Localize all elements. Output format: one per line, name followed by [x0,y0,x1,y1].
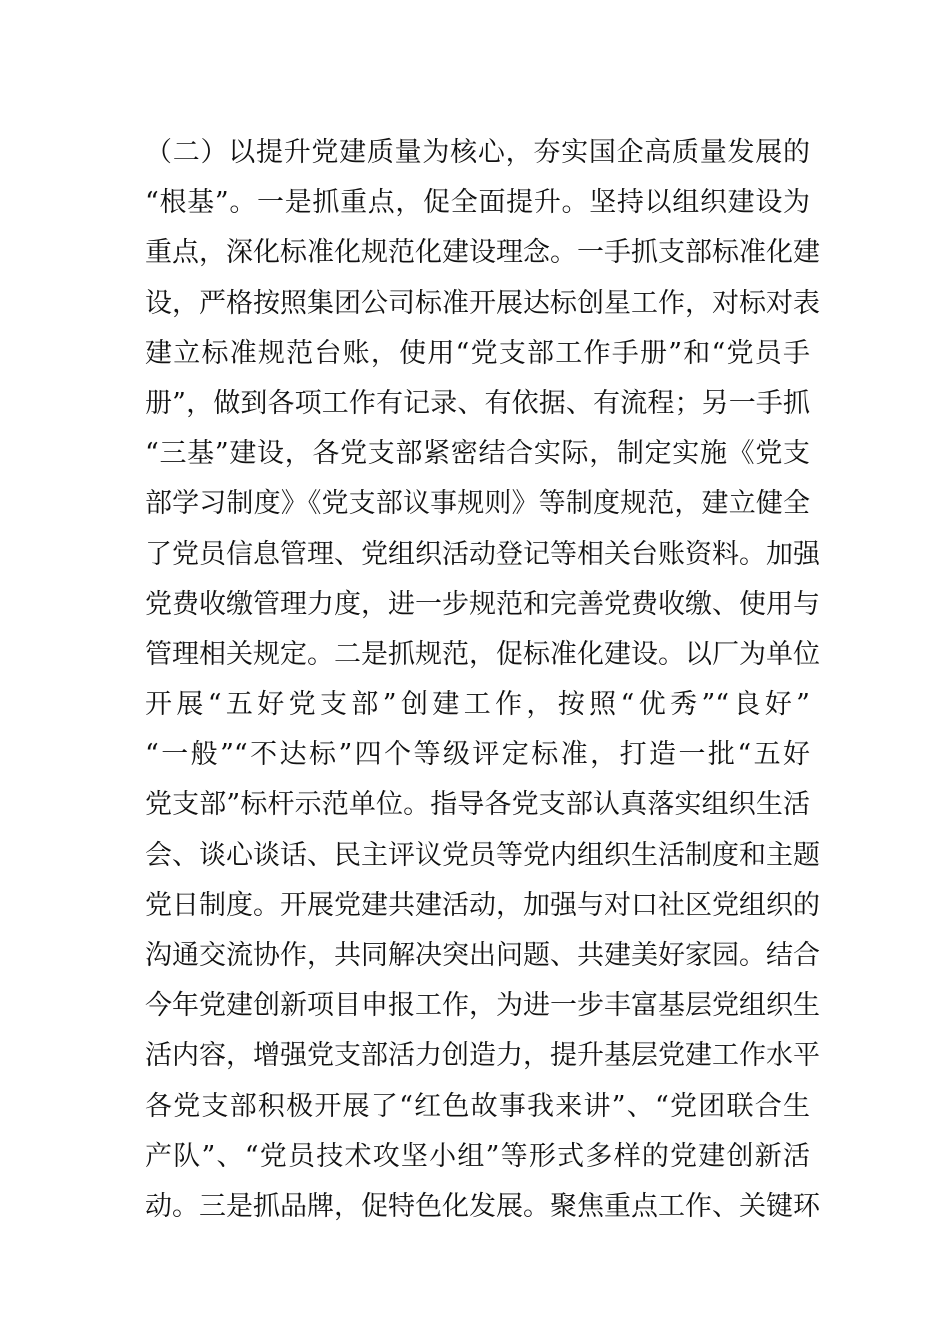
text-line: 部学习制度》《党支部议事规则》等制度规范，建立健全 [145,488,810,520]
text-line: 了党员信息管理、党组织活动登记等相关台账资料。加强 [145,538,820,570]
text-line: （二）以提升党建质量为核心，夯实国企高质量发展的 [145,137,810,168]
text-line: 管理相关规定。二是抓规范，促标准化建设。以厂为单位 [145,638,820,670]
text-line: 册”，做到各项工作有记录、有依据、有流程；另一手抓 [145,387,810,419]
body-paragraph [145,128,820,1232]
text-line: “三基”建设，各党支部紧密结合实际，制定实施《党支 [145,438,810,470]
text-line: 活内容，增强党支部活力创造力，提升基层党建工作水平 [145,1040,820,1072]
text-line: “根基”。一是抓重点，促全面提升。坚持以组织建设为 [145,187,810,219]
text-line: “一般”“不达标”四个等级评定标准，打造一批“五好 [145,739,810,771]
text-line: 动。三是抓品牌，促特色化发展。聚焦重点工作、关键环 [145,1190,820,1222]
text-line: 开展“五好党支部”创建工作，按照“优秀”“良好” [145,689,810,721]
text-line: 会、谈心谈话、民主评议党员等党内组织生活制度和主题 [145,839,820,871]
text-line: 建立标准规范台账，使用“党支部工作手册”和“党员手 [145,337,810,369]
text-line: 各党支部积极开展了“红色故事我来讲”、“党团联合生 [145,1090,810,1122]
text-line: 设，严格按照集团公司标准开展达标创星工作，对标对表 [145,287,820,319]
text-line: 党支部”标杆示范单位。指导各党支部认真落实组织生活 [145,789,810,821]
text-line: 重点，深化标准化规范化建设理念。一手抓支部标准化建 [145,237,820,269]
text-line: 产队”、“党员技术攻坚小组”等形式多样的党建创新活 [145,1140,810,1172]
text-line: 党日制度。开展党建共建活动，加强与对口社区党组织的 [145,889,820,921]
text-line: 党费收缴管理力度，进一步规范和完善党费收缴、使用与 [145,588,820,620]
text-line: 沟通交流协作，共同解决突出问题、共建美好家园。结合 [145,940,820,971]
text-line: 今年党建创新项目申报工作，为进一步丰富基层党组织生 [145,990,820,1022]
